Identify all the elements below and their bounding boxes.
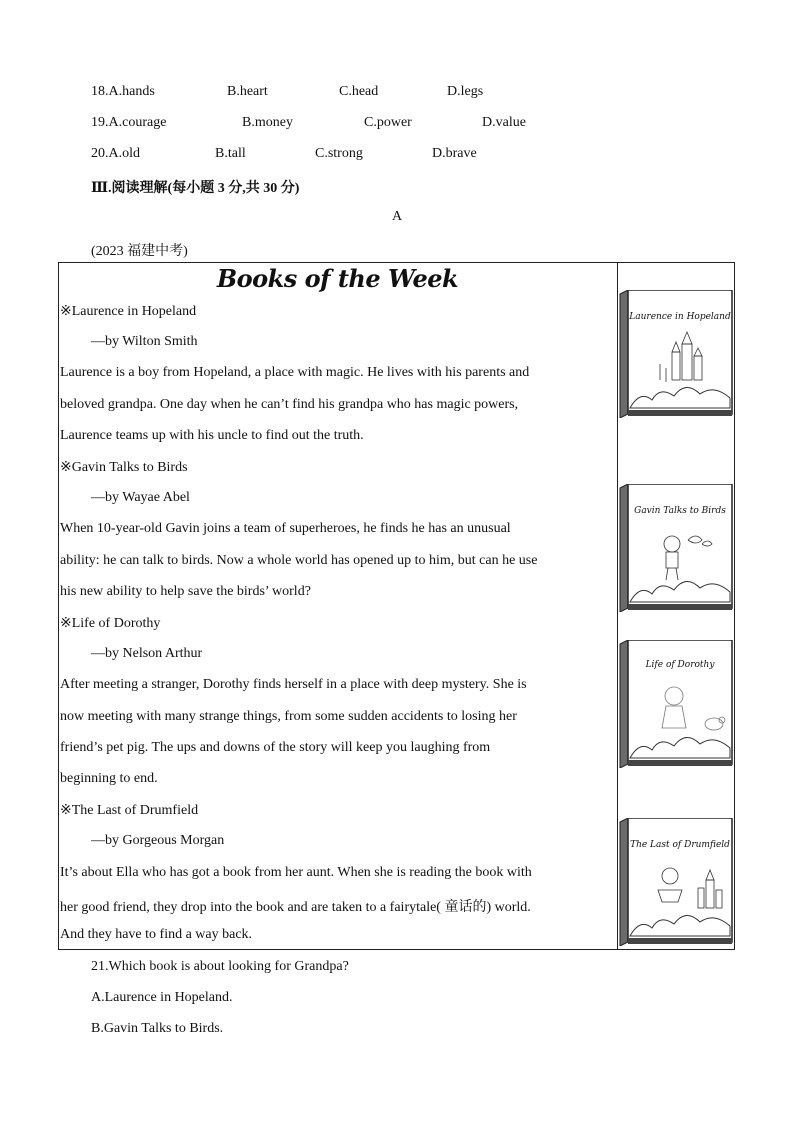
q19-option-a[interactable]: 19.A.courage [91, 115, 167, 130]
book-3-line-3: friend’s pet pig. The ups and downs of the story will keep you laughing from [60, 740, 491, 755]
q18-option-d[interactable]: D.legs [447, 84, 484, 99]
book-3-line-1: After meeting a stranger, Dorothy finds herself in a place with deep mystery. She is [60, 677, 527, 692]
question-21-stem: 21.Which book is about looking for Grandpa? [91, 959, 349, 974]
source-note: (2023 福建中考) [91, 244, 188, 259]
books-title: Books of the Week [216, 264, 459, 293]
q21-option-b[interactable]: B.Gavin Talks to Birds. [91, 1021, 224, 1036]
q19-option-b[interactable]: B.money [242, 115, 293, 130]
q20-option-b[interactable]: B.tall [215, 146, 246, 161]
q18-option-c[interactable]: C.head [339, 84, 379, 99]
section-heading: Ⅲ.阅读理解(每小题 3 分,共 30 分) [91, 181, 300, 196]
q20-option-d[interactable]: D.brave [432, 146, 477, 161]
book-1-title: ※Laurence in Hopeland [60, 304, 197, 319]
book-cover-1 [618, 290, 734, 418]
book-4-line-3: And they have to find a way back. [60, 927, 253, 942]
book-4-line-2: her good friend, they drop into the book and are taken to a fairytale( 童话的) world. [60, 900, 531, 915]
cover-4-title: The Last of Drumfield [630, 840, 730, 850]
book-2-line-2: ability: he can talk to birds. Now a whole world has opened up to him, but can he use [60, 553, 538, 568]
book-cover-2 [618, 484, 734, 612]
q19-option-c[interactable]: C.power [364, 115, 412, 130]
cover-2-title: Gavin Talks to Birds [634, 506, 726, 516]
book-cover-4 [618, 818, 734, 946]
book-1-line-2: beloved grandpa. One day when he can’t find his grandpa who has magic powers, [60, 397, 519, 412]
q19-option-d[interactable]: D.value [482, 115, 526, 130]
book-1-author: —by Wilton Smith [91, 334, 198, 349]
book-2-author: —by Wayae Abel [91, 490, 190, 505]
book-2-line-1: When 10-year-old Gavin joins a team of superheroes, he finds he has an unusual [60, 521, 511, 536]
cover-1-title: Laurence in Hopeland [629, 312, 731, 322]
part-letter: A [391, 209, 403, 224]
q21-option-a[interactable]: A.Laurence in Hopeland. [91, 990, 233, 1005]
book-1-line-1: Laurence is a boy from Hopeland, a place with magic. He lives with his parents and [60, 365, 530, 380]
book-3-line-4: beginning to end. [60, 771, 158, 786]
book-2-line-3: his new ability to help save the birds’ world? [60, 584, 311, 599]
q18-option-b[interactable]: B.heart [227, 84, 268, 99]
book-1-line-3: Laurence teams up with his uncle to find out the truth. [60, 428, 364, 443]
book-cover-3 [618, 640, 734, 768]
book-3-line-2: now meeting with many strange things, from some sudden accidents to losing her [60, 709, 517, 724]
book-4-line-1: It’s about Ella who has got a book from her aunt. When she is reading the book with [60, 865, 532, 880]
q20-option-c[interactable]: C.strong [315, 146, 363, 161]
q18-option-a[interactable]: 18.A.hands [91, 84, 155, 99]
book-3-author: —by Nelson Arthur [91, 646, 203, 661]
book-2-title: ※Gavin Talks to Birds [60, 460, 188, 475]
q20-option-a[interactable]: 20.A.old [91, 146, 140, 161]
book-4-title: ※The Last of Drumfield [60, 803, 199, 818]
book-3-title: ※Life of Dorothy [60, 616, 161, 631]
book-4-author: —by Gorgeous Morgan [91, 833, 225, 848]
cover-3-title: Life of Dorothy [645, 660, 715, 670]
